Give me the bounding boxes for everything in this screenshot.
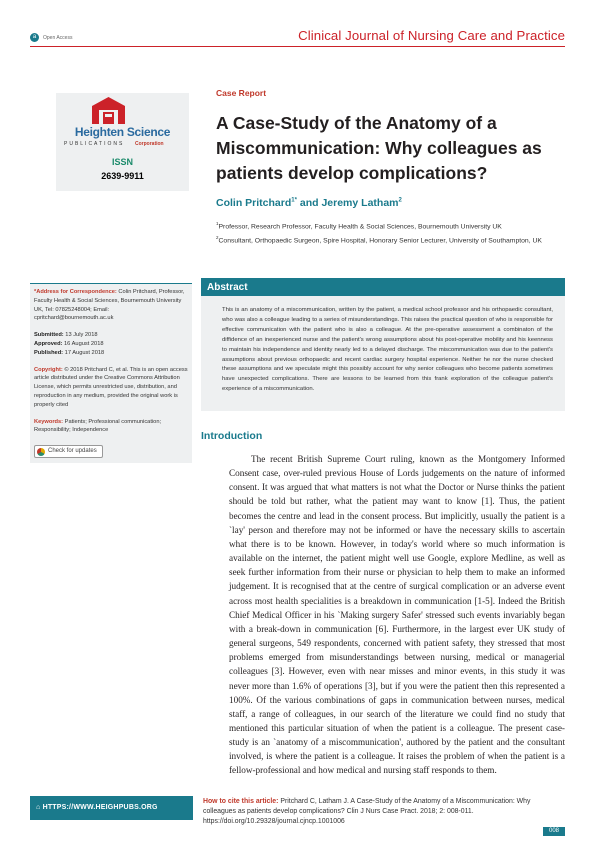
page-number: 008	[543, 827, 565, 836]
affiliation-marker: 1	[216, 221, 219, 226]
abstract-heading: Abstract	[201, 278, 565, 296]
open-access-badge	[30, 33, 72, 42]
publisher-publications: PUBLICATIONS	[64, 141, 125, 147]
citation-text[interactable]: Pritchard C, Latham J. A Case-Study of the Anatomy of a Miscommunication: Why colleagues as patients develop complications? Clin J Nurs Case Pract. 2018; 2: 008-011. https://doi.org/10.29328/journal.cjncp.1001006	[203, 798, 531, 825]
article-title: A Case-Study of the Anatomy of a Miscommunication: Why colleagues as patients develop complications?	[216, 113, 542, 183]
globe-icon: ⌂	[36, 804, 43, 811]
issn-label: ISSN	[111, 157, 133, 167]
citation-label: How to cite this article:	[203, 798, 279, 805]
citation-box	[203, 797, 565, 827]
open-access-icon: a	[30, 33, 39, 42]
correspondence-label: *Address for Correspondence:	[34, 289, 117, 295]
article-type: Case Report	[216, 88, 267, 98]
publisher-name: Heighten Science	[74, 125, 171, 139]
affiliation-1	[216, 218, 556, 232]
dates	[34, 331, 189, 357]
author-name[interactable]: Colin Pritchard	[216, 197, 292, 209]
keywords-label: Keywords:	[34, 418, 64, 425]
page-header	[0, 0, 595, 50]
crossmark-icon	[37, 448, 45, 456]
affiliation-2	[216, 232, 556, 246]
author-name[interactable]: Jeremy Latham	[321, 197, 399, 209]
copyright-label: Copyright:	[34, 366, 63, 373]
affiliation-text: Professor, Research Professor, Faculty Health & Social Sciences, Bournemouth University UK	[218, 223, 502, 231]
submitted-date: 13 July 2018	[63, 332, 98, 339]
abstract-text: This is an anatomy of a miscommunication, written by the patient, a medical school professor and his orthopaedic consultant, who was also a colleague leading to a series of misunderstandings. This raises the practical question of who is responsible for effective communication with the patient who is also a colleague. At the pre-operative assessment a combinaton of the diffidence of an inexperienced nurse and the patient's wrong assumptions about his post-operative mobility and his keenness to maintain his independence and identity nearly led to a delayed discharge. The miscommunication was due to the patient's assumptions about previous orthopaedic and recent cardiac surgery hospital experience. Neither he nor the nurse checked these assumptions and we speculate might this possibly account for why senior colleagues who become patients sometimes have unexpected complications. There are lessons to be learned from this frank exploration of the colleague patient's experience of a miscommunication.	[201, 296, 565, 411]
correspondence-text[interactable]: Colin Pritchard, Professor, Faculty Health & Social Sciences, Bournemouth University UK, Tel: 07825248004; Email: cpritchard@bournemouth.ac.uk	[34, 289, 185, 322]
correspondence	[34, 288, 189, 323]
publisher-corporation: Corporation	[135, 141, 164, 147]
published-label: Published:	[34, 349, 64, 356]
approved-label: Approved:	[34, 340, 63, 347]
publisher-url: HTTPS://WWW.HEIGHPUBS.ORG	[42, 804, 158, 811]
article-info-sidebar	[30, 283, 192, 463]
open-access-label: Open Access	[43, 34, 73, 41]
copyright-text: © 2018 Pritchard C, et al. This is an open access article distributed under the Creative Commons Attribution License, which permits unrestricted use, distribution, and reproduction in any medium, provided the original work is properly cited	[34, 366, 188, 408]
author-separator: and	[296, 197, 322, 209]
introduction-text: The recent British Supreme Court ruling, known as the Montgomery Informed Consent case, over-ruled previous House of Lords judgements on the nature of informed consent. It was argued that what matters is not what the Doctor or Nurse thinks the patient should be told but rather, what the patient may want to know [1]. Thus, the patient becomes the centre and lead in the consent process. But implicitly, usually the patient is a `lay' person and therefore may not be informed or have the necessary skills to ascertain what there is to be known. However, in today's world where so much information is available on the internet, the patient might well use Google, explore Medline, as well as seek further information from their nurse or physician to help them to make an informed judgement. It is recognised that at the centre of surgical complication or an adverse event across most health specialities is a breakdown in communication [1-5]. Indeed the British Chief Medical Officer in his `Making surgery Safer' stressed such events invariably began with a break-down in communication [6]. Furthermore, in the largest ever UK study of general surgeons, 549 respondents, concerned with patient safety, they stressed that most problems emerged from misunderstandings between nursing, medical or managerial colleagues [3]. However, even with near misses and minor events, in this study it was never more than 1.6% of operations [3], but if you were the patient then this represented a 100%. Of the various combinations of gaps in communication between nurses, medical staff, a range of colleagues, in our search of the literature we could find no study that mentioned this particular situation of when the patient is a colleague. The present case-study is an `anatomy of a miscommunication', authored by the patient and the consultant involved, is where the patient is a colleague. It raises the problem of when the patient is a fellow-professional and how medical and nursing staff responds to them.	[229, 454, 565, 776]
author-superscript: 2	[398, 197, 402, 204]
copyright	[34, 366, 189, 410]
issn-value: 2639-9911	[101, 171, 144, 181]
check-for-updates-label: Check for updates	[48, 448, 97, 455]
publisher-logo-icon	[92, 97, 125, 124]
author-list	[216, 197, 402, 209]
journal-title[interactable]: Clinical Journal of Nursing Care and Practice	[298, 28, 565, 43]
submitted-label: Submitted:	[34, 332, 64, 339]
publisher-logo-panel	[56, 93, 189, 191]
author-superscript: 1*	[291, 197, 297, 204]
affiliation-text: Consultant, Orthopaedic Surgeon, Spire Hospital, Honorary Senior Lecturer, University of Southampton, UK	[218, 237, 542, 245]
keywords	[34, 418, 189, 436]
published-date: 17 August 2018	[63, 349, 105, 356]
check-for-updates-button[interactable]	[34, 445, 103, 458]
publisher-url-link[interactable]	[30, 796, 193, 820]
affiliations	[216, 218, 556, 247]
affiliation-marker: 2	[216, 235, 219, 241]
keywords-text: Patients; Professional communication; Responsibility; Independence	[34, 418, 162, 434]
approved-date: 16 August 2018	[62, 340, 104, 347]
introduction-heading: Introduction	[201, 430, 263, 442]
header-divider	[30, 46, 565, 47]
